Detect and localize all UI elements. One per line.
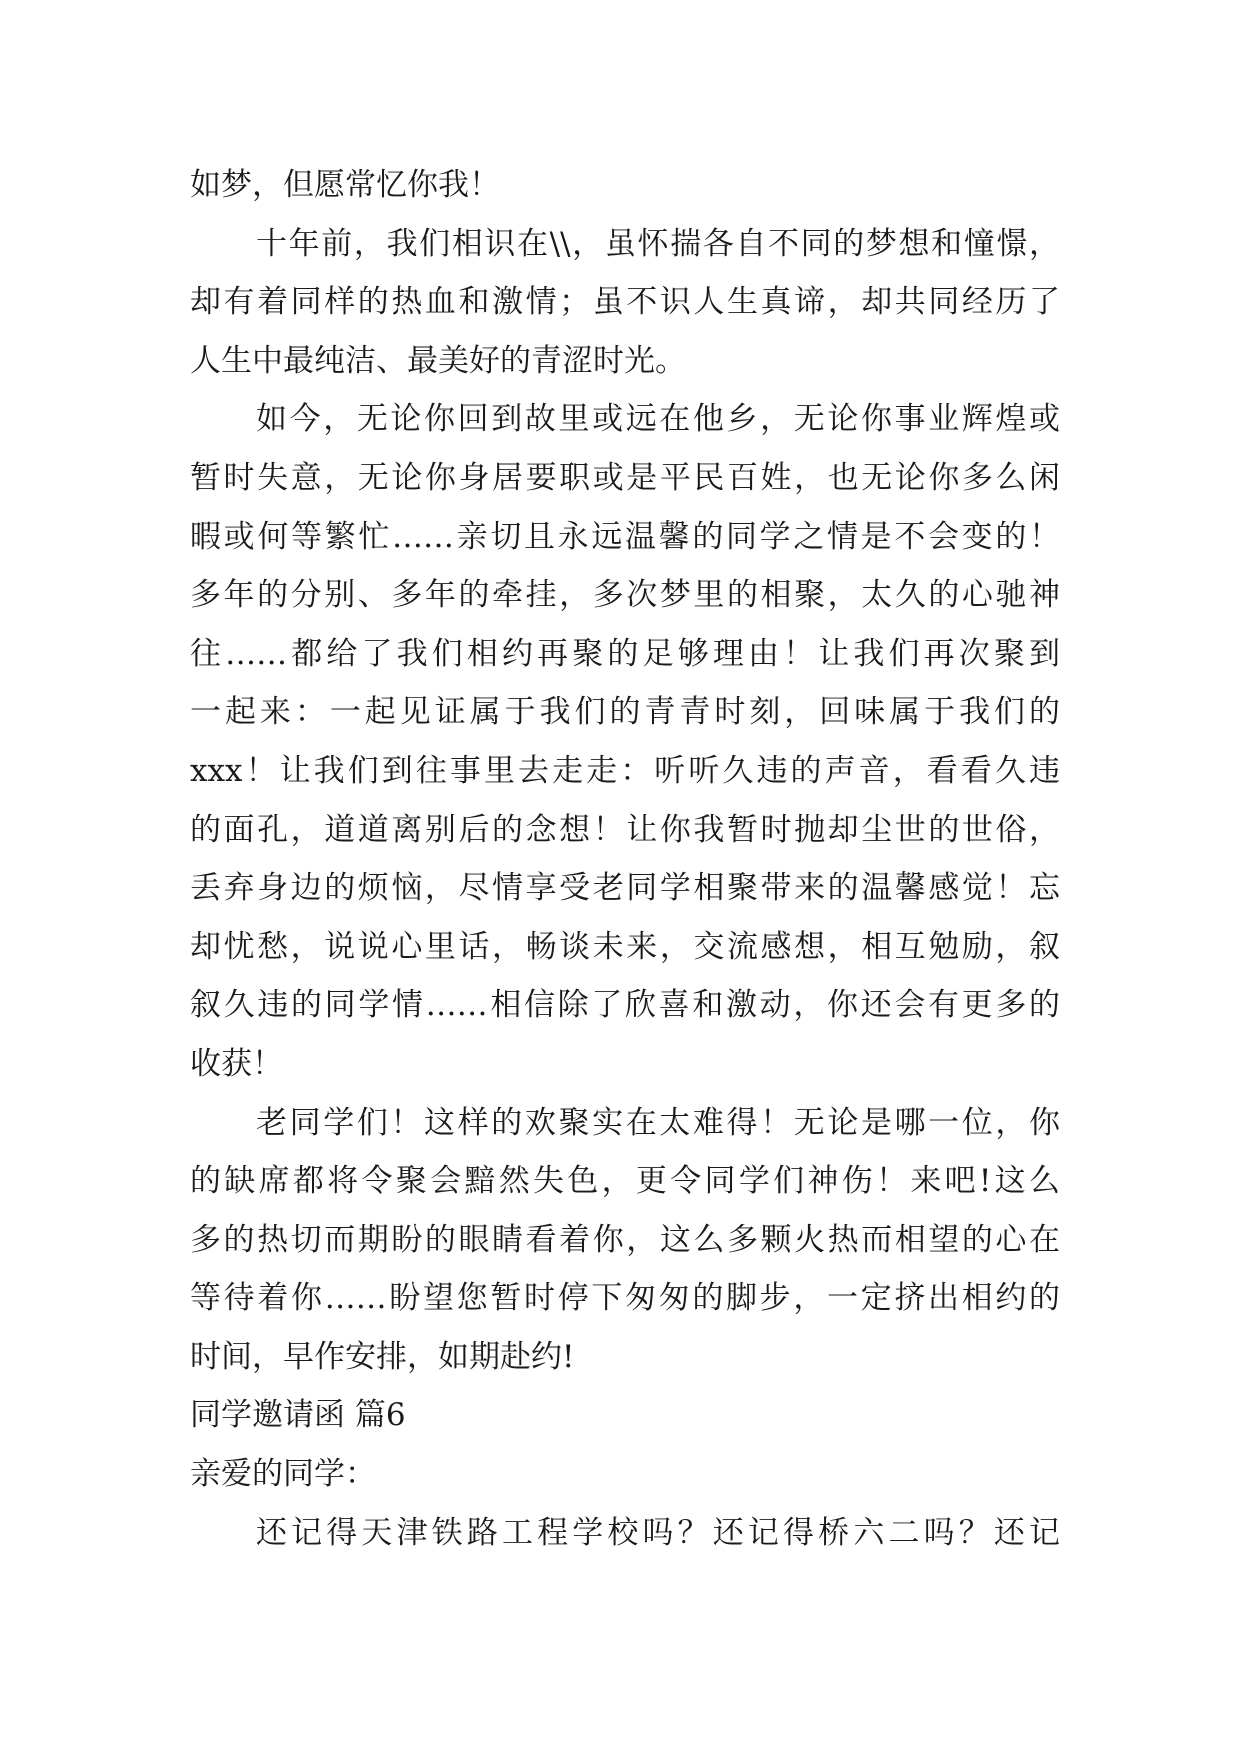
text-line: 时间，早作安排，如期赴约! [190,1338,575,1375]
text-line: 十年前，我们相识在\\，虽怀揣各自不同的梦想和憧憬， [256,225,1060,262]
text-line: 人生中最纯洁、最美好的青涩时光。 [190,342,686,379]
text-line: 多的热切而期盼的眼睛看着你，这么多颗火热而相望的心在 [190,1221,1060,1258]
salutation: 亲爱的同学： [190,1456,376,1493]
section-heading: 同学邀请函 篇6 [190,1397,406,1434]
text-line: 却有着同样的热血和激情；虽不识人生真谛，却共同经历了 [190,284,1060,321]
text-line: xxx！让我们到往事里去走走：听听久违的声音，看看久违 [190,752,1060,789]
text-line: 暂时失意，无论你身居要职或是平民百姓，也无论你多么闲 [190,459,1060,496]
text-line: 多年的分别、多年的牵挂，多次梦里的相聚，太久的心驰神 [190,577,1060,614]
text-line: 暇或何等繁忙……亲切且永远温馨的同学之情是不会变的！ [190,518,1060,555]
text-line: 却忧愁，说说心里话，畅谈未来，交流感想，相互勉励，叙 [190,928,1060,965]
text-line: 如梦，但愿常忆你我！ [190,167,500,203]
text-line: 的面孔，道道离别后的念想！让你我暂时抛却尘世的世俗， [190,811,1060,848]
text-line: 老同学们！这样的欢聚实在太难得！无论是哪一位，你 [256,1104,1060,1141]
text-line: 如今，无论你回到故里或远在他乡，无论你事业辉煌或 [256,401,1060,438]
text-line: 收获！ [190,1045,283,1082]
text-line: 叙久违的同学情……相信除了欣喜和激动，你还会有更多的 [190,987,1060,1024]
text-line: 等待着你……盼望您暂时停下匆匆的脚步，一定挤出相约的 [190,1280,1060,1317]
text-line: 往……都给了我们相约再聚的足够理由！让我们再次聚到 [190,635,1060,672]
text-line: 丢弃身边的烦恼，尽情享受老同学相聚带来的温馨感觉！忘 [190,870,1060,907]
text-line: 还记得天津铁路工程学校吗？还记得桥六二吗？还记 [256,1514,1060,1551]
text-line: 的缺席都将令聚会黯然失色，更令同学们神伤！来吧!这么 [190,1163,1060,1200]
document-body [190,156,1060,1562]
text-line: 一起来：一起见证属于我们的青青时刻，回味属于我们的 [190,694,1060,731]
